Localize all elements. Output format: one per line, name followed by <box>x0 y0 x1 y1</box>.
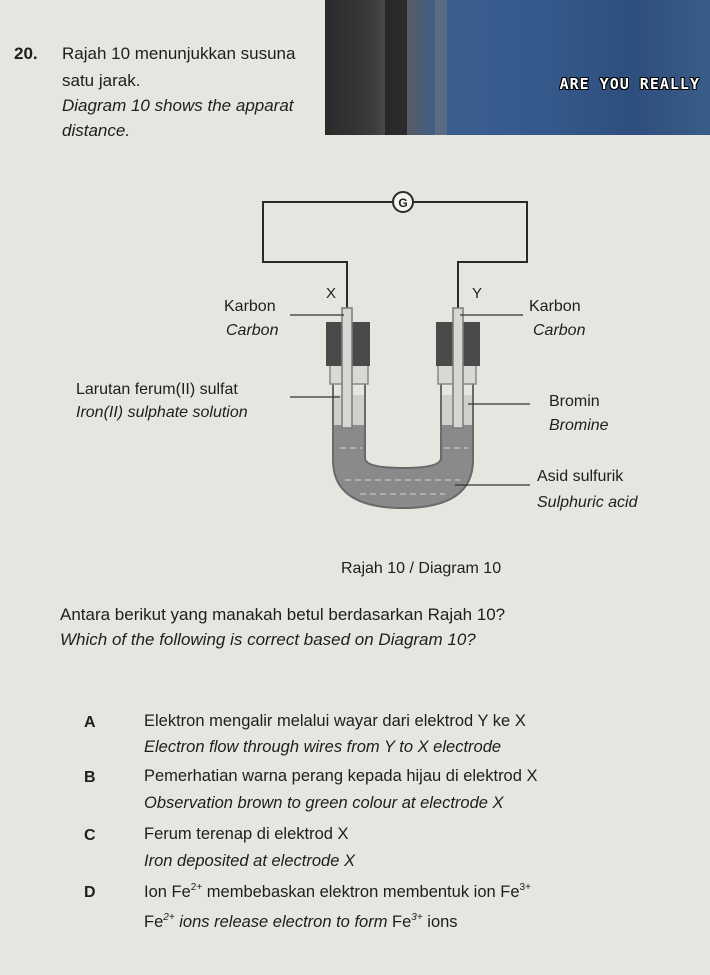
question-stem-en-line1: Diagram 10 shows the apparat <box>62 96 294 115</box>
wire <box>414 202 527 310</box>
option-c-text-ms[interactable]: Ferum terenap di elektrod X <box>144 825 349 843</box>
option-b-text-ms[interactable]: Pemerhatian warna perang kepada hijau di elektrod X <box>144 767 538 785</box>
option-c-letter[interactable]: C <box>84 827 96 844</box>
right-electrode-label-en: Carbon <box>533 322 586 339</box>
left-solution-label-en: Iron(II) sulphate solution <box>76 404 248 421</box>
right-solution-label-en: Bromine <box>549 417 609 434</box>
option-d-text-en[interactable] <box>144 912 458 932</box>
option-a-letter[interactable]: A <box>84 714 96 731</box>
left-electrode-label-en: Carbon <box>226 322 279 339</box>
question-stem-ms-line2: satu jarak. <box>62 71 141 90</box>
overlay-sign-text: ARE YOU REALLY <box>559 75 700 93</box>
option-a-text-en[interactable]: Electron flow through wires from Y to X electrode <box>144 738 502 756</box>
option-a-text-ms[interactable]: Elektron mengalir melalui wayar dari elektrod Y ke X <box>144 712 526 730</box>
option-d-ms-charge1: 2+ <box>190 882 203 893</box>
left-electrode-label-ms: Karbon <box>224 298 276 315</box>
option-c-text-en[interactable]: Iron deposited at electrode X <box>144 852 355 870</box>
option-d-en-mid: ions release electron to form <box>174 913 393 931</box>
right-electrode-label-ms: Karbon <box>529 298 581 315</box>
prompt-en: Which of the following is correct based on Diagram 10? <box>60 630 476 649</box>
option-b-text-en[interactable]: Observation brown to green colour at electrode X <box>144 794 504 812</box>
left-solution-label-ms: Larutan ferum(II) sulfat <box>76 381 238 398</box>
bottom-solution-label-en: Sulphuric acid <box>537 494 638 511</box>
bottom-solution-label-ms: Asid sulfurik <box>537 468 624 485</box>
electrode-x-label: X <box>326 285 337 302</box>
option-d-text-ms[interactable] <box>144 882 531 902</box>
option-d-ms-charge2: 3+ <box>519 882 531 893</box>
option-d-en-prefix: Fe <box>144 913 164 931</box>
question-number: 20. <box>14 44 38 63</box>
u-tube-glass-inner <box>365 370 441 468</box>
electrode-y-label: Y <box>472 285 483 302</box>
electrode-y-rod <box>453 308 463 428</box>
option-d-ms-mid: membebaskan elektron membentuk ion Fe <box>202 883 520 901</box>
question-stem-en-line2: distance. <box>62 121 131 140</box>
prompt-ms: Antara berikut yang manakah betul berdasarkan Rajah 10? <box>60 605 506 624</box>
option-d-en-charge2: 3+ <box>411 912 423 923</box>
option-b-letter[interactable]: B <box>84 769 96 786</box>
u-tube-liquid <box>333 420 473 508</box>
option-d-en-charge1: 2+ <box>163 912 175 923</box>
option-d-en-suffix: ions <box>422 913 458 931</box>
option-d-ms-prefix: Ion Fe <box>144 883 191 901</box>
question-stem-ms-line1: Rajah 10 menunjukkan susuna <box>62 44 296 63</box>
electrode-x-rod <box>342 308 352 428</box>
option-d-en-fe: Fe <box>392 913 412 931</box>
diagram-caption: Rajah 10 / Diagram 10 <box>341 560 502 577</box>
right-solution-label-ms: Bromin <box>549 393 600 410</box>
galvanometer-label: G <box>398 196 408 210</box>
option-d-letter[interactable]: D <box>84 884 96 901</box>
